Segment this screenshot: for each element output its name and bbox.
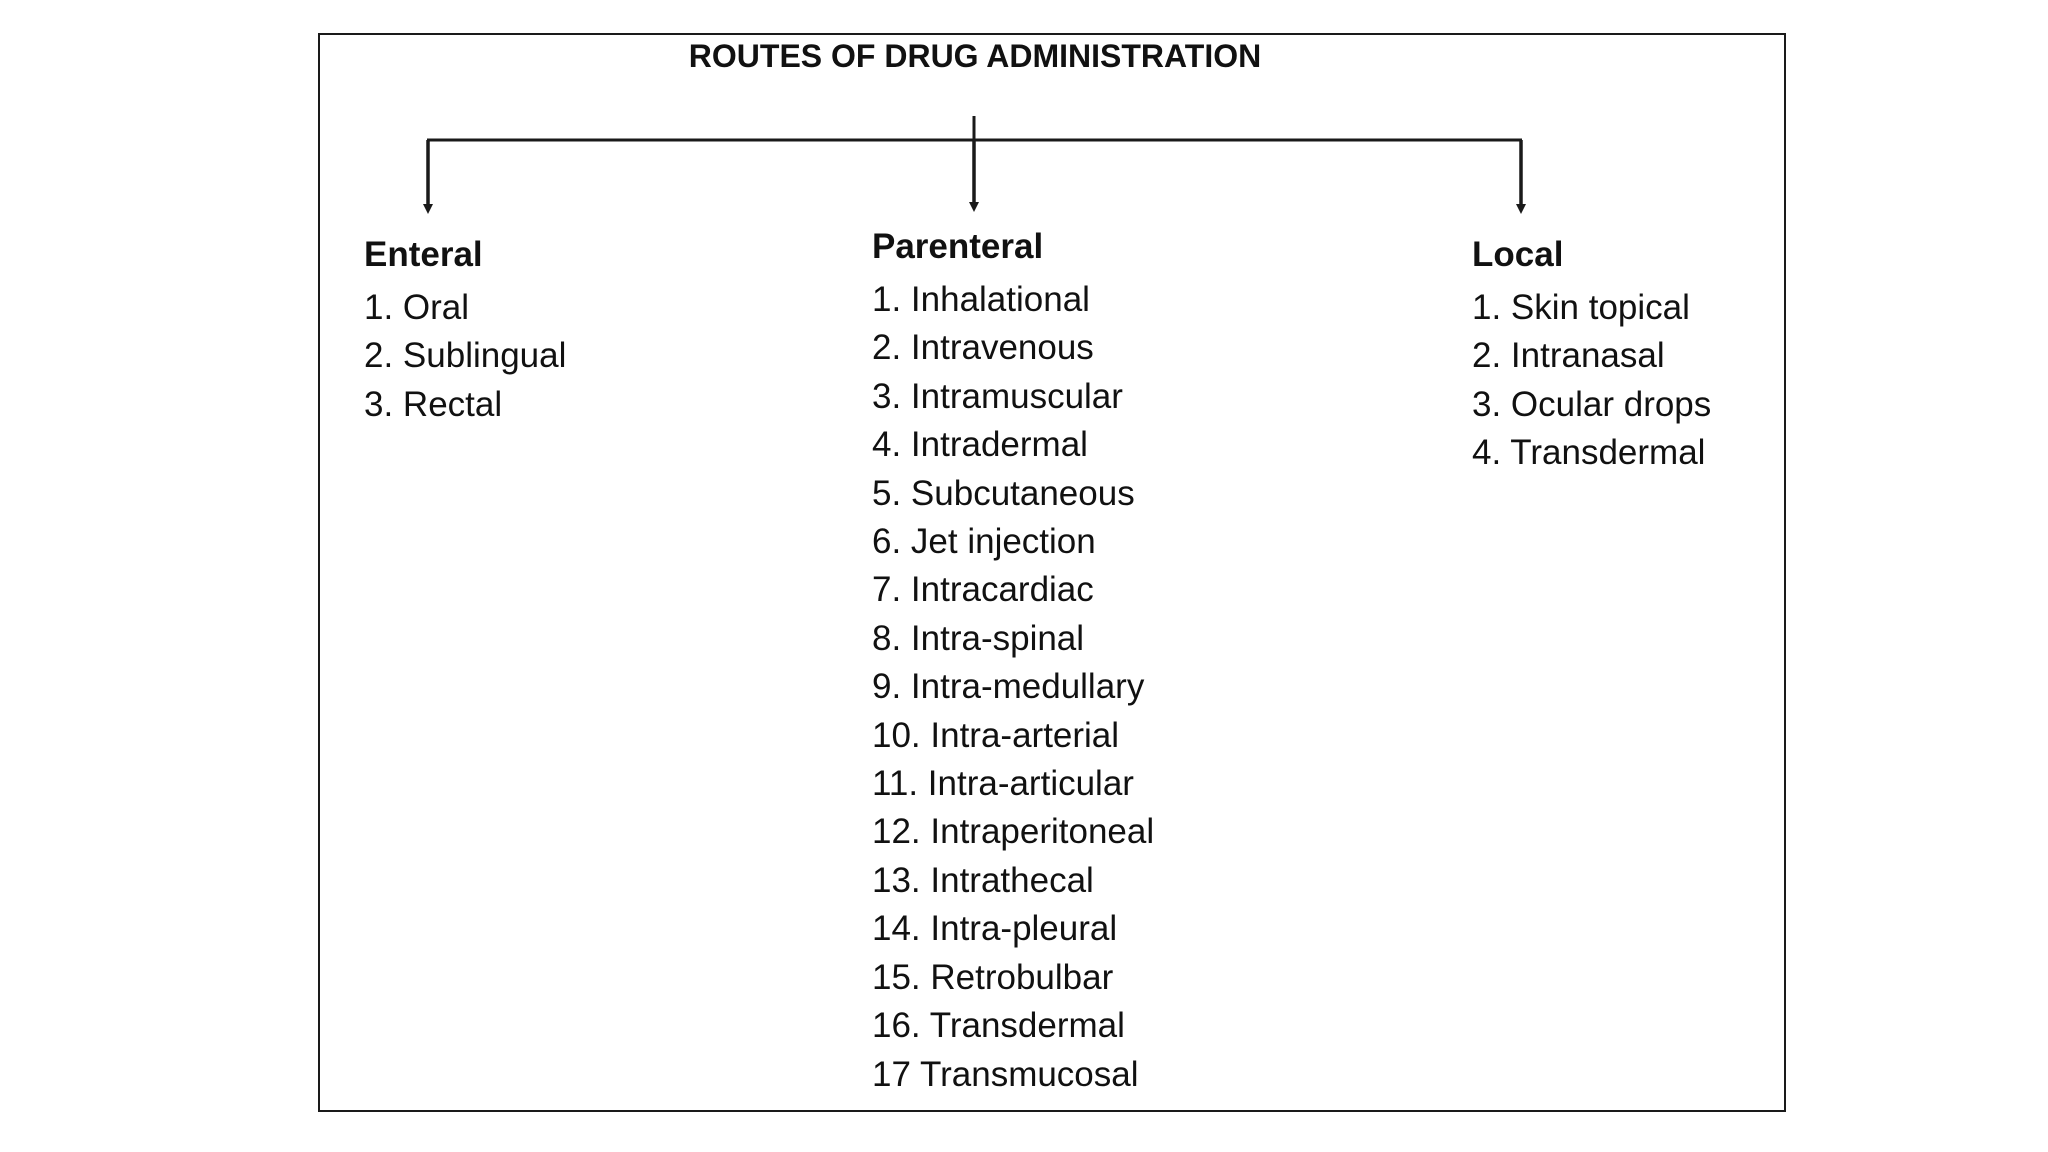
list-item: 2. Sublingual bbox=[364, 336, 567, 376]
list-item: 1. Skin topical bbox=[1472, 288, 1690, 327]
enteral-heading: Enteral bbox=[364, 235, 483, 274]
list-item: 4. Intradermal bbox=[872, 425, 1088, 465]
list-item: 16. Transdermal bbox=[872, 1006, 1125, 1046]
local-list bbox=[1472, 284, 1711, 478]
list-item: 3. Ocular drops bbox=[1472, 384, 1712, 424]
local-heading: Local bbox=[1472, 235, 1564, 274]
list-item: 3. Rectal bbox=[364, 384, 503, 424]
enteral-list bbox=[364, 284, 566, 429]
list-item: 17 Transmucosal bbox=[872, 1054, 1139, 1094]
list-item: 2. Intranasal bbox=[1472, 336, 1665, 376]
list-item: 4. Transdermal bbox=[1472, 433, 1706, 473]
list-item: 1. Oral bbox=[364, 288, 470, 327]
parenteral-column bbox=[872, 224, 1154, 1099]
list-item: 12. Intraperitoneal bbox=[872, 812, 1155, 852]
list-item: 6. Jet injection bbox=[872, 522, 1096, 562]
list-item: 3. Intramuscular bbox=[872, 376, 1123, 416]
list-item: 11. Intra-articular bbox=[872, 764, 1134, 804]
list-item: 2. Intravenous bbox=[872, 328, 1094, 368]
parenteral-list bbox=[872, 276, 1154, 1099]
local-column bbox=[1472, 232, 1711, 478]
list-item: 13. Intrathecal bbox=[872, 860, 1094, 900]
list-item: 15. Retrobulbar bbox=[872, 957, 1114, 997]
enteral-column bbox=[364, 232, 566, 429]
list-item: 5. Subcutaneous bbox=[872, 473, 1135, 513]
list-item: 10. Intra-arterial bbox=[872, 715, 1120, 755]
diagram-title: ROUTES OF DRUG ADMINISTRATION bbox=[688, 38, 1262, 74]
list-item: 1. Inhalational bbox=[872, 280, 1090, 319]
list-item: 14. Intra-pleural bbox=[872, 909, 1118, 949]
list-item: 8. Intra-spinal bbox=[872, 618, 1085, 658]
parenteral-heading: Parenteral bbox=[872, 227, 1044, 266]
list-item: 7. Intracardiac bbox=[872, 570, 1094, 610]
list-item: 9. Intra-medullary bbox=[872, 667, 1145, 707]
